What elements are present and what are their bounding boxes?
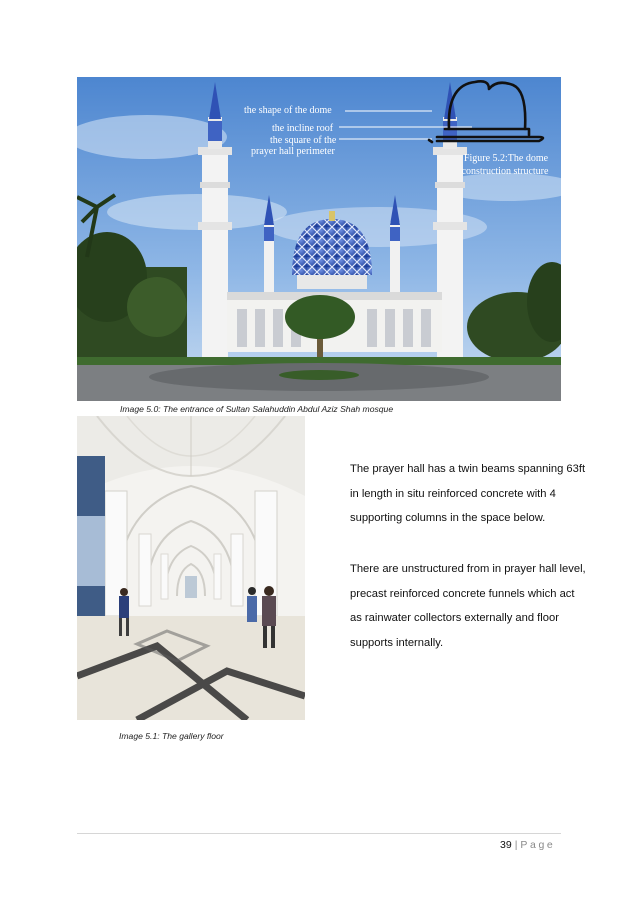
image-caption-bottom: Image 5.1: The gallery floor bbox=[119, 731, 224, 741]
annotation-dome-shape: the shape of the dome bbox=[244, 105, 332, 116]
annotation-square-line2: prayer hall perimeter bbox=[251, 146, 335, 157]
figure-title-line1: Figure 5.2:The dome bbox=[463, 153, 549, 164]
page-footer bbox=[500, 839, 555, 851]
mosque-entrance-photo bbox=[77, 77, 561, 401]
body-paragraph-2: There are unstructured from in prayer hall level, precast reinforced concrete funnels which act as rainwater collectors externally and floor supports internally. bbox=[350, 563, 586, 649]
body-paragraph-1: The prayer hall has a twin beams spanning 63ft in length in situ reinforced concrete with 4 supporting columns in the space below. bbox=[350, 463, 586, 524]
page-number: 39 bbox=[500, 839, 512, 851]
page-label: Page bbox=[520, 839, 556, 851]
annotation-square-line1: the square of the bbox=[270, 135, 337, 146]
footer-divider bbox=[77, 833, 561, 834]
image-caption-top: Image 5.0: The entrance of Sultan Salahuddin Abdul Aziz Shah mosque bbox=[120, 404, 394, 414]
gallery-floor-photo bbox=[77, 416, 305, 720]
footer-separator: | bbox=[514, 839, 518, 851]
figure-title-line2: construction structure bbox=[461, 166, 549, 177]
annotation-incline-roof: the incline roof bbox=[272, 123, 334, 134]
